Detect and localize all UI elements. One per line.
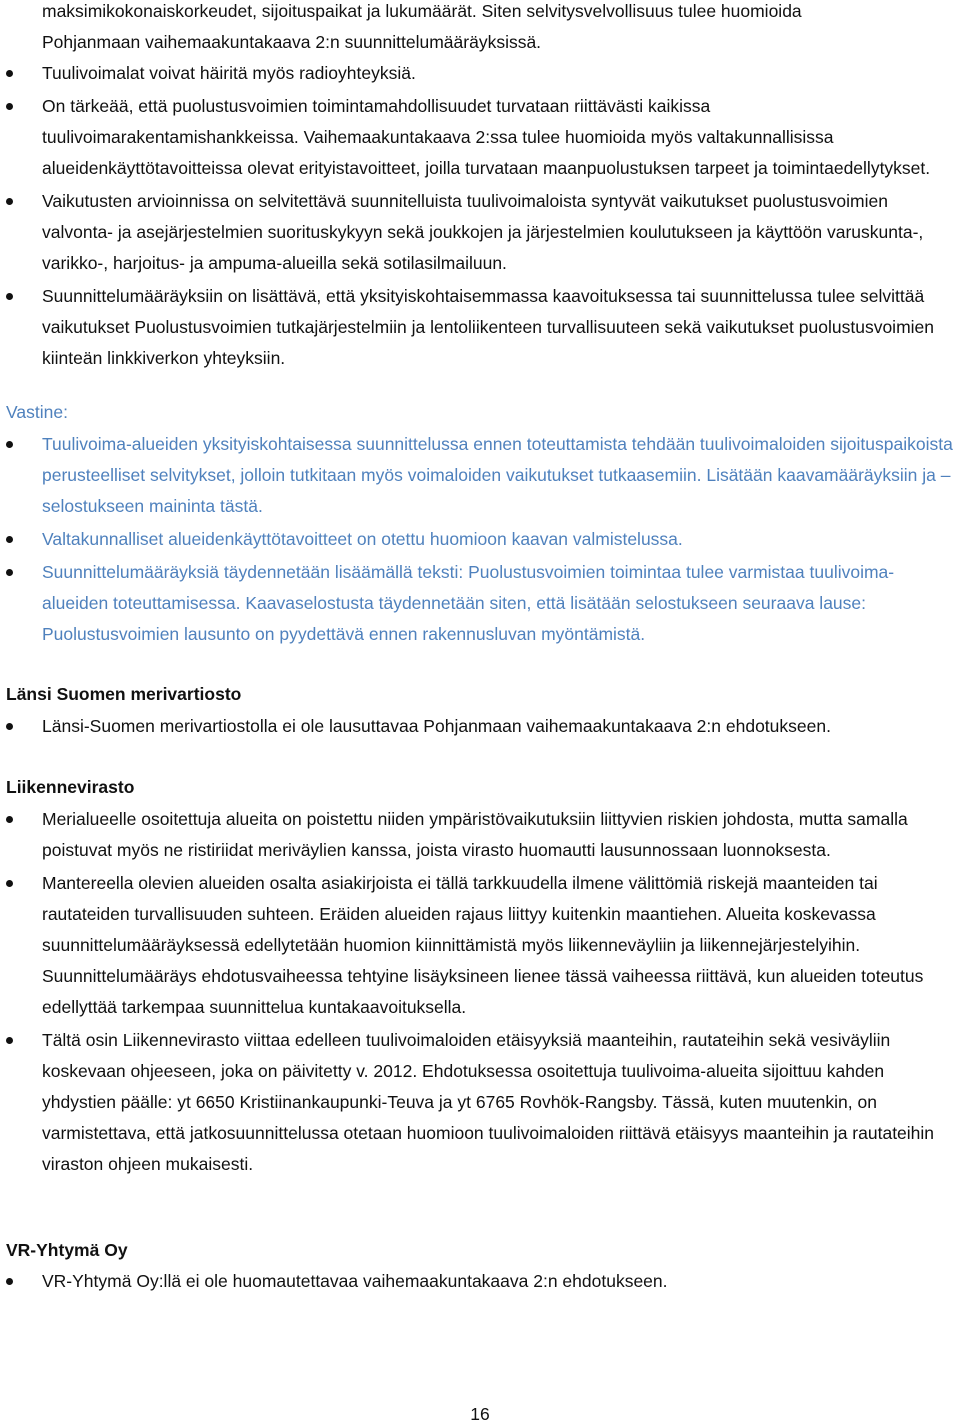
list-item-text: VR-Yhtymä Oy:llä ei ole huomautettavaa vaihemaakuntakaava 2:n ehdotukseen.: [42, 1271, 668, 1291]
section-bullets: [0, 804, 960, 1182]
intro-line: maksimikokonaiskorkeudet, sijoituspaikat ja lukumäärät. Siten selvitysvelvollisuus tulee huomioida: [42, 1, 802, 21]
list-item: [0, 804, 960, 866]
bullet-icon: [6, 723, 13, 730]
list-item-text: Tältä osin Liikennevirasto viittaa edelleen tuulivoimaloiden etäisyyksiä maanteihin, rautateihin sekä vesiväyliin koskevaan ohjeeseen, joka on päivitetty v. 2012. Ehdotuksessa osoitettuja tuulivoima-alueita sijoittuu kahden yhdystien päälle: yt 6650 Kristiinankaupunki-Teuva ja yt 6765 Rovhök-Rangsby. Tässä, kuten muutenkin, on varmistettava, että jatkosuunnittelussa otetaan huomioon tuulivoimaloiden riittävä etäisyys maanteihin ja rautateihin viraston ohjeen mukaisesti.: [42, 1030, 935, 1174]
list-item: [0, 1025, 960, 1180]
bullet-icon: [6, 880, 13, 887]
list-item: [0, 91, 960, 184]
list-item-text: On tärkeää, että puolustusvoimien toimintamahdollisuudet turvataan riittävästi kaikissa tuulivoimarakentamishankkeissa. Vaihemaakuntakaava 2:ssa tulee huomioida myös valtakunnallisissa alueidenkäyttötavoitteissa olevat erityistavoitteet, joilla turvataan maanpuolustuksen tarpeet ja toimintaedellytykset.: [42, 96, 931, 178]
intro-continuation: [0, 0, 960, 58]
list-item: [0, 186, 960, 279]
section-heading: Länsi Suomen merivartiosto: [6, 684, 242, 704]
bullet-icon: [6, 1037, 13, 1044]
intro-bullets: [0, 58, 960, 376]
list-item-text: Vaikutusten arvioinnissa on selvitettävä suunnitelluista tuulivoimaloista syntyvät vaikutukset puolustusvoimien valvonta- ja asejärjestelmien suorituskykyyn sekä joukkojen ja järjestelmien koulutukseen ja käyttöön varuskunta-, varikko-, harjoitus- ja ampuma-alueilla sekä sotilasilmailuun.: [42, 191, 924, 273]
intro-line: Pohjanmaan vaihemaakuntakaava 2:n suunnittelumääräyksissä.: [42, 32, 542, 52]
bullet-icon: [6, 293, 13, 300]
list-item: [0, 524, 960, 555]
vastine-bullets: [0, 429, 960, 652]
section-bullets: [0, 711, 960, 744]
bullet-icon: [6, 1278, 13, 1285]
list-item-text: Suunnittelumääräyksiin on lisättävä, että yksityiskohtaisemmassa kaavoituksessa tai suunnittelussa tulee selvittää vaikutukset Puolustusvoimien tutkajärjestelmiin ja lentoliikenteen turvallisuuteen sekä vaikutukset puolustusvoimien kiinteän linkkiverkon yhteyksiin.: [42, 286, 934, 368]
list-item-text: Suunnittelumääräyksiä täydennetään lisäämällä teksti: Puolustusvoimien toimintaa tulee varmistaa tuulivoima-alueiden toteuttamisessa. Kaavaselostusta täydennetään siten, että lisätään selostukseen seuraava lause: Puolustusvoimien lausunto on pyydettävä ennen rakennusluvan myöntämistä.: [42, 562, 895, 644]
list-item-text: Valtakunnalliset alueidenkäyttötavoitteet on otettu huomioon kaavan valmistelussa.: [42, 529, 683, 549]
bullet-icon: [6, 198, 13, 205]
list-item: [0, 281, 960, 374]
section-heading: Liikennevirasto: [6, 777, 135, 797]
vastine-label: Vastine:: [6, 402, 68, 422]
list-item-text: Länsi-Suomen merivartiostolla ei ole lausuttavaa Pohjanmaan vaihemaakuntakaava 2:n ehdotukseen.: [42, 716, 831, 736]
bullet-icon: [6, 70, 13, 77]
bullet-icon: [6, 816, 13, 823]
page-number: 16: [470, 1404, 490, 1424]
bullet-icon: [6, 569, 13, 576]
list-item: [0, 58, 960, 89]
bullet-icon: [6, 103, 13, 110]
list-item-text: Merialueelle osoitettuja alueita on poistettu niiden ympäristövaikutuksiin liittyvien riskien johdosta, mutta samalla poistuvat myös ne ristiriidat meriväylien kanssa, joista virasto huomautti lausunnossaan luonnoksesta.: [42, 809, 908, 860]
list-item: [0, 1266, 960, 1297]
section-heading: VR-Yhtymä Oy: [6, 1240, 128, 1260]
section-bullets: [0, 1266, 960, 1299]
bullet-icon: [6, 536, 13, 543]
list-item: [0, 711, 960, 742]
list-item: [0, 557, 960, 650]
list-item-text: Tuulivoimalat voivat häiritä myös radioyhteyksiä.: [42, 63, 416, 83]
bullet-icon: [6, 441, 13, 448]
list-item: [0, 868, 960, 1023]
list-item: [0, 429, 960, 522]
list-item-text: Tuulivoima-alueiden yksityiskohtaisessa suunnittelussa ennen toteuttamista tehdään tuulivoimaloiden sijoituspaikoista perusteelliset selvitykset, jolloin tutkitaan myös voimaloiden vaikutukset tutkaasemiin. Lisätään kaavamääräyksiin ja –selostukseen maininta tästä.: [42, 434, 953, 516]
list-item-text: Mantereella olevien alueiden osalta asiakirjoista ei tällä tarkkuudella ilmene välittömiä riskejä maanteiden tai rautateiden turvallisuuden suhteen. Eräiden alueiden rajaus liittyy kuitenkin maantiehen. Alueita koskevassa suunnittelumääräyksessä edellytetään huomion kiinnittämistä myös liikenneväyliin ja liikennejärjestelyihin. Suunnittelumääräys ehdotusvaiheessa tehtyine lisäyksineen lienee tässä vaiheessa riittävä, kun alueiden toteutus edellyttää tarkempaa suunnittelua kuntakaavoituksella.: [42, 873, 924, 1017]
